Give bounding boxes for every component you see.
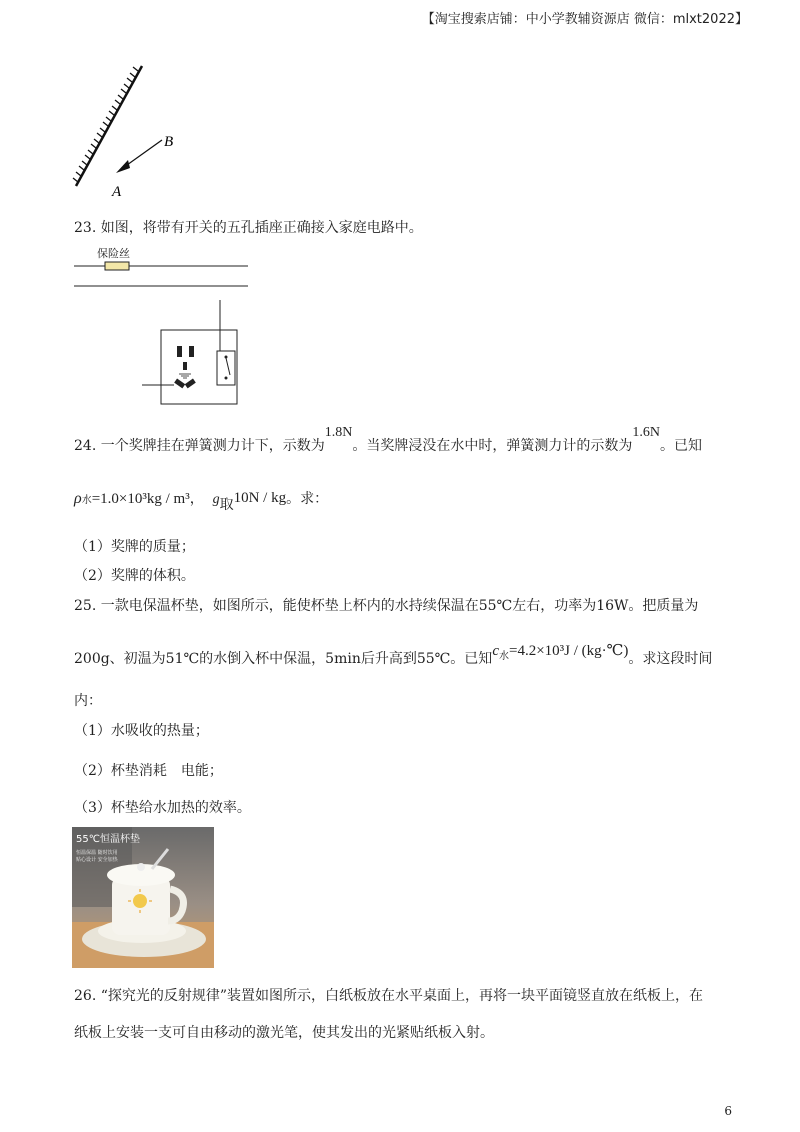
page-number: 6 [724,1104,732,1118]
page-header: 【淘宝搜索店铺：中小学教辅资源店 微信：mlxt2022】 [421,12,748,27]
q24-part1: （1）奖牌的质量； [74,539,195,555]
q26-line2: 纸板上安装一支可自由移动的激光笔，使其发出的光紧贴纸板入射。 [74,1025,494,1041]
q26-line1: 26. “探究光的反射规律”装置如图所示，白纸板放在水平桌面上，再将一块平面镜竖直放在纸板上，在 [74,988,704,1004]
ray-arrowhead-icon [116,160,130,173]
value-1-6n: 1.6N [632,425,660,440]
svg-text:贴心设计 安全加热: 贴心设计 安全加热 [76,857,118,863]
q24-line1: 24. 一个奖牌挂在弹簧测力计下，示数为1.8N。当奖牌浸没在水中时，弹簧测力计的示数为1.6N。已知 [74,425,702,454]
q25-line2: 200g、初温为51℃的水倒入杯中保温，5min后升高到55℃。已知$c^水=4.2\times 10^3J$ / (kg·℃)。求这段时间 [74,643,713,667]
label-b: B [164,134,174,150]
label-a: A [112,184,122,200]
cup-warmer-photo [72,827,214,968]
mirror-figure [60,58,200,208]
value-1-8n: 1.8N [324,425,353,440]
fuse-label: 保险丝 [97,247,130,260]
socket-box [161,330,237,404]
q25-line3: 内： [74,693,102,709]
q25-part3: （3）杯垫给水加热的效率。 [74,800,251,816]
q25-line1: 25. 一款电保温杯垫，如图所示，能使杯垫上杯内的水持续保温在55℃左右，功率为16W。把质量为 [74,598,699,614]
q24-part2: （2）奖牌的体积。 [74,568,195,584]
fuse-icon [105,262,129,270]
socket-circuit-figure [70,244,255,409]
q25-part2: （2）杯垫消耗 电能； [74,763,223,779]
photo-title: 55℃恒温杯垫 [76,834,140,845]
svg-text:恒温保温 随时饮用: 恒温保温 随时饮用 [76,850,118,856]
q23-text: 23. 如图，将带有开关的五孔插座正确接入家庭电路中。 [74,220,423,236]
q24-line2: ρ水=1.0×10³kg / m³， g取10N / kg。求： [74,490,329,513]
q25-part1: （1）水吸收的热量； [74,723,209,739]
